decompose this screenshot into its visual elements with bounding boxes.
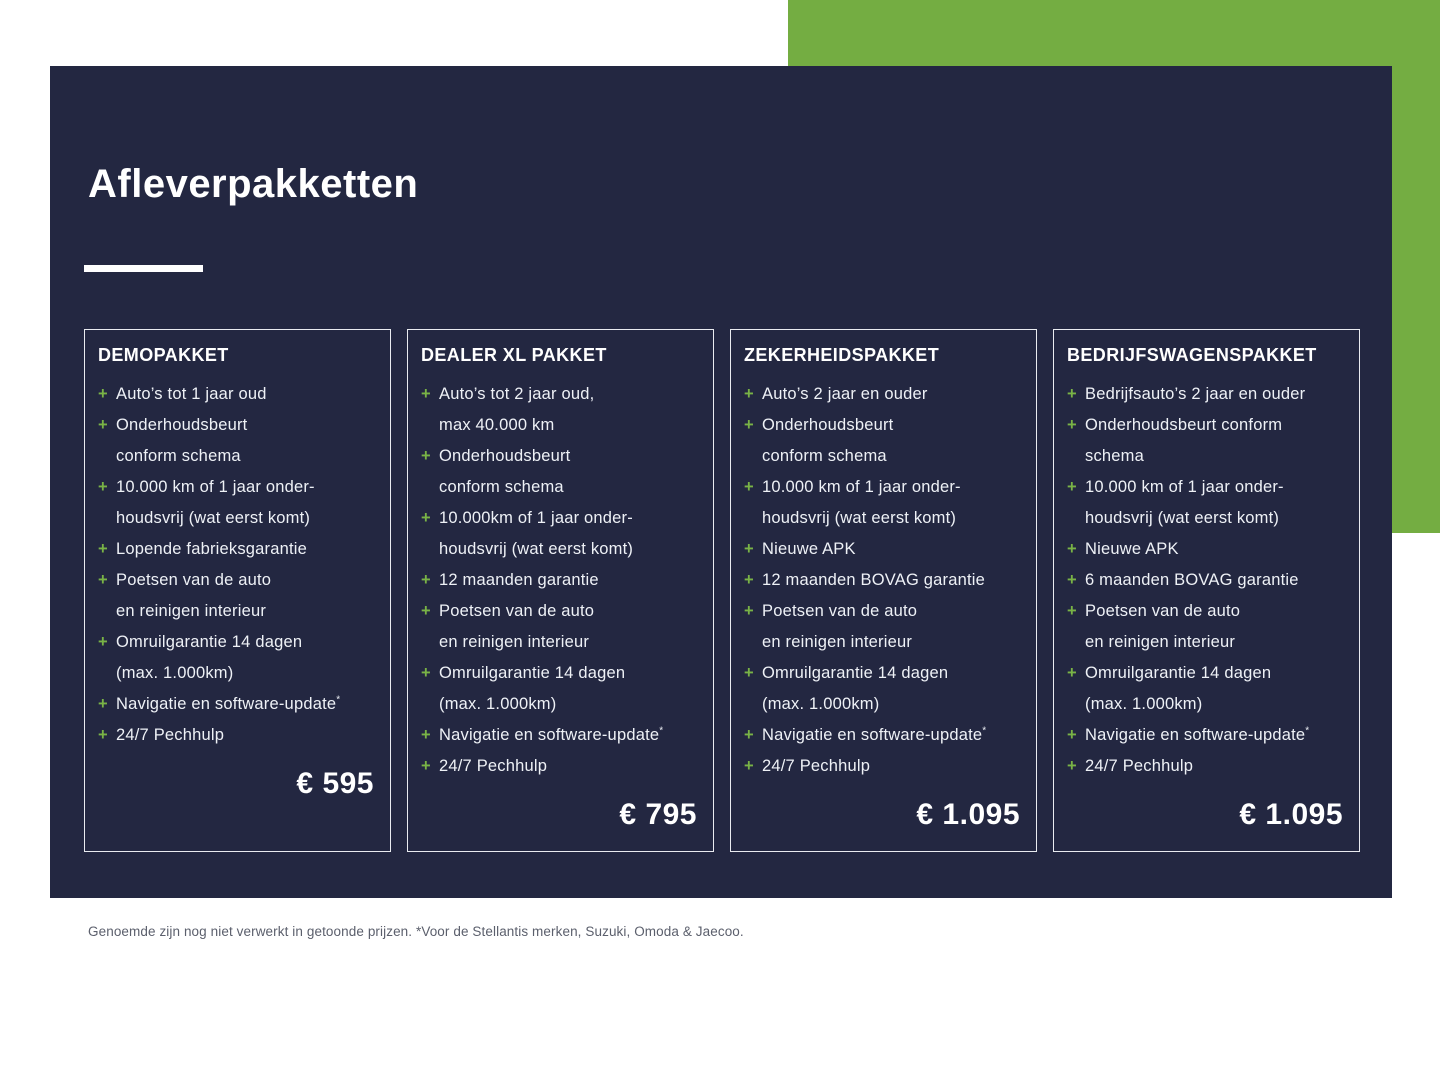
feature-text: Poetsen van de auto en reinigen interieur — [762, 602, 918, 651]
feature-item — [98, 565, 376, 627]
feature-text: 12 maanden garantie — [439, 571, 599, 589]
feature-item — [98, 410, 376, 472]
card-price: € 1.095 — [1239, 798, 1343, 831]
card-price: € 1.095 — [916, 798, 1020, 831]
feature-text: 10.000 km of 1 jaar onder- houdsvrij (wat eerst komt) — [762, 478, 961, 527]
feature-item — [1067, 720, 1345, 751]
feature-text: 10.000 km of 1 jaar onder- houdsvrij (wat eerst komt) — [116, 478, 315, 527]
feature-text: Poetsen van de auto en reinigen interieur — [116, 571, 272, 620]
feature-item — [421, 658, 699, 720]
feature-item — [421, 596, 699, 658]
feature-text: Navigatie en software-update* — [116, 694, 341, 713]
plus-icon: + — [98, 385, 108, 403]
footnote: Genoemde zijn nog niet verwerkt in getoonde prijzen. *Voor de Stellantis merken, Suzuki, Omoda & Jaecoo. — [88, 924, 744, 939]
plus-icon: + — [98, 416, 108, 434]
feature-item — [421, 751, 699, 782]
feature-text: 24/7 Pechhulp — [116, 726, 225, 744]
package-card — [407, 329, 714, 852]
feature-item — [744, 379, 1022, 410]
feature-text: 24/7 Pechhulp — [1085, 757, 1194, 775]
feature-text: Onderhoudsbeurt conform schema — [439, 447, 571, 496]
feature-list — [1067, 379, 1345, 782]
feature-item — [1067, 379, 1345, 410]
feature-text: Omruilgarantie 14 dagen (max. 1.000km) — [1085, 664, 1272, 713]
card-title: ZEKERHEIDSPAKKET — [744, 345, 940, 365]
feature-text: Navigatie en software-update* — [762, 725, 987, 744]
feature-text: Poetsen van de auto en reinigen interieur — [439, 602, 595, 651]
cards-row — [84, 329, 1360, 852]
plus-icon: + — [1067, 416, 1077, 434]
feature-list — [98, 379, 376, 751]
feature-item — [1067, 565, 1345, 596]
feature-text: Omruilgarantie 14 dagen (max. 1.000km) — [762, 664, 949, 713]
feature-item — [744, 658, 1022, 720]
plus-icon: + — [1067, 757, 1077, 775]
card-title: DEMOPAKKET — [98, 345, 229, 365]
feature-text: 6 maanden BOVAG garantie — [1085, 571, 1299, 589]
plus-icon: + — [1067, 571, 1077, 589]
plus-icon: + — [744, 416, 754, 434]
feature-text: Navigatie en software-update* — [439, 725, 664, 744]
plus-icon: + — [1067, 540, 1077, 558]
plus-icon: + — [744, 726, 754, 744]
card-price: € 795 — [619, 798, 697, 831]
feature-item — [1067, 658, 1345, 720]
feature-item — [744, 472, 1022, 534]
feature-list — [744, 379, 1022, 782]
feature-item — [98, 689, 376, 720]
plus-icon: + — [744, 664, 754, 682]
feature-item — [98, 627, 376, 689]
feature-text: Bedrijfsauto’s 2 jaar en ouder — [1085, 385, 1306, 403]
footnote-marker: * — [659, 725, 664, 737]
feature-text: Onderhoudsbeurt conform schema — [116, 416, 248, 465]
plus-icon: + — [1067, 726, 1077, 744]
feature-text: Auto’s tot 2 jaar oud, max 40.000 km — [439, 385, 595, 434]
plus-icon: + — [421, 509, 431, 527]
plus-icon: + — [98, 478, 108, 496]
feature-text: Auto’s 2 jaar en ouder — [762, 385, 928, 403]
feature-text: 24/7 Pechhulp — [762, 757, 871, 775]
feature-item — [744, 720, 1022, 751]
feature-item — [98, 534, 376, 565]
feature-item — [421, 720, 699, 751]
feature-text: 12 maanden BOVAG garantie — [762, 571, 985, 589]
plus-icon: + — [1067, 385, 1077, 403]
feature-text: Poetsen van de auto en reinigen interieur — [1085, 602, 1241, 651]
content-panel — [50, 66, 1392, 898]
feature-text: Navigatie en software-update* — [1085, 725, 1310, 744]
feature-text: Nieuwe APK — [1085, 540, 1179, 558]
feature-list — [421, 379, 699, 782]
feature-text: Onderhoudsbeurt conform schema — [762, 416, 894, 465]
plus-icon: + — [421, 571, 431, 589]
page-title: Afleverpakketten — [88, 162, 419, 206]
feature-item — [421, 565, 699, 596]
title-underline — [84, 265, 203, 272]
plus-icon: + — [421, 726, 431, 744]
feature-text: Onderhoudsbeurt conform schema — [1085, 416, 1283, 465]
card-price: € 595 — [296, 767, 374, 800]
plus-icon: + — [744, 540, 754, 558]
feature-item — [1067, 410, 1345, 472]
plus-icon: + — [744, 385, 754, 403]
feature-item — [421, 503, 699, 565]
plus-icon: + — [1067, 602, 1077, 620]
feature-item — [98, 720, 376, 751]
plus-icon: + — [1067, 478, 1077, 496]
feature-text: Lopende fabrieksgarantie — [116, 540, 308, 558]
feature-item — [744, 565, 1022, 596]
package-card — [730, 329, 1037, 852]
feature-item — [1067, 596, 1345, 658]
footnote-marker: * — [982, 725, 987, 737]
feature-text: 24/7 Pechhulp — [439, 757, 548, 775]
plus-icon: + — [421, 447, 431, 465]
plus-icon: + — [98, 571, 108, 589]
plus-icon: + — [98, 633, 108, 651]
plus-icon: + — [98, 726, 108, 744]
plus-icon: + — [421, 757, 431, 775]
feature-text: 10.000km of 1 jaar onder- houdsvrij (wat eerst komt) — [439, 509, 634, 558]
feature-text: Auto’s tot 1 jaar oud — [116, 385, 267, 403]
feature-text: 10.000 km of 1 jaar onder- houdsvrij (wat eerst komt) — [1085, 478, 1284, 527]
plus-icon: + — [744, 602, 754, 620]
plus-icon: + — [744, 478, 754, 496]
feature-item — [744, 534, 1022, 565]
feature-item — [1067, 751, 1345, 782]
feature-item — [744, 751, 1022, 782]
package-card — [1053, 329, 1360, 852]
footnote-marker: * — [1305, 725, 1310, 737]
feature-item — [98, 379, 376, 410]
plus-icon: + — [744, 757, 754, 775]
footnote-marker: * — [336, 694, 341, 706]
feature-text: Nieuwe APK — [762, 540, 856, 558]
package-card — [84, 329, 391, 852]
card-title: DEALER XL PAKKET — [421, 345, 607, 365]
plus-icon: + — [421, 664, 431, 682]
feature-text: Omruilgarantie 14 dagen (max. 1.000km) — [439, 664, 626, 713]
feature-item — [744, 410, 1022, 472]
plus-icon: + — [744, 571, 754, 589]
feature-item — [1067, 534, 1345, 565]
feature-text: Omruilgarantie 14 dagen (max. 1.000km) — [116, 633, 303, 682]
feature-item — [421, 441, 699, 503]
feature-item — [1067, 472, 1345, 534]
feature-item — [98, 472, 376, 534]
card-title: BEDRIJFSWAGENSPAKKET — [1067, 345, 1317, 365]
plus-icon: + — [421, 602, 431, 620]
plus-icon: + — [1067, 664, 1077, 682]
feature-item — [744, 596, 1022, 658]
feature-item — [421, 379, 699, 441]
plus-icon: + — [98, 540, 108, 558]
plus-icon: + — [98, 695, 108, 713]
plus-icon: + — [421, 385, 431, 403]
